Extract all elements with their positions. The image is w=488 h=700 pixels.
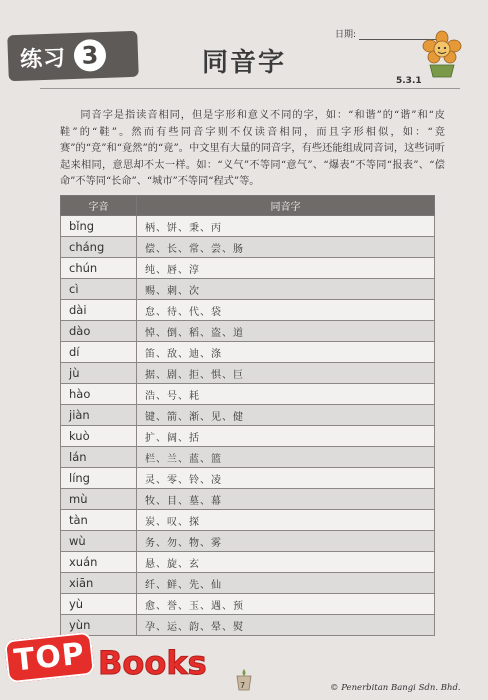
characters-cell: 孕、运、韵、晕、熨 bbox=[137, 615, 435, 636]
table-row bbox=[61, 573, 435, 594]
characters-cell: 赐、刺、次 bbox=[137, 279, 435, 300]
pinyin-cell: yù bbox=[61, 594, 137, 615]
flower-pot-icon bbox=[420, 30, 464, 78]
pinyin-cell: xiān bbox=[61, 573, 137, 594]
header-divider bbox=[40, 88, 460, 89]
characters-cell: 栏、兰、蓝、篮 bbox=[137, 447, 435, 468]
pinyin-cell: mù bbox=[61, 489, 137, 510]
pinyin-cell: líng bbox=[61, 468, 137, 489]
pinyin-cell: tàn bbox=[61, 510, 137, 531]
table-row bbox=[61, 615, 435, 636]
pinyin-cell: jù bbox=[61, 363, 137, 384]
table-row bbox=[61, 384, 435, 405]
characters-cell: 愈、誉、玉、遇、预 bbox=[137, 594, 435, 615]
characters-cell: 务、勿、物、雾 bbox=[137, 531, 435, 552]
characters-cell: 怠、待、代、袋 bbox=[137, 300, 435, 321]
characters-cell: 悼、倒、稻、盗、道 bbox=[137, 321, 435, 342]
table-header-row bbox=[61, 196, 435, 216]
pinyin-cell: cháng bbox=[61, 237, 137, 258]
pinyin-cell: hào bbox=[61, 384, 137, 405]
pinyin-cell: kuò bbox=[61, 426, 137, 447]
table-row bbox=[61, 405, 435, 426]
pinyin-cell: xuán bbox=[61, 552, 137, 573]
characters-cell: 扩、阔、括 bbox=[137, 426, 435, 447]
table-row bbox=[61, 237, 435, 258]
watermark-books: Books bbox=[98, 644, 207, 682]
table-row bbox=[61, 447, 435, 468]
table-row bbox=[61, 300, 435, 321]
table-row bbox=[61, 216, 435, 237]
characters-cell: 牧、目、墓、幕 bbox=[137, 489, 435, 510]
characters-cell: 柄、饼、秉、丙 bbox=[137, 216, 435, 237]
characters-cell: 灵、零、铃、凌 bbox=[137, 468, 435, 489]
exercise-label: 练习 bbox=[19, 45, 67, 73]
table-row bbox=[61, 363, 435, 384]
table-row bbox=[61, 426, 435, 447]
table-row bbox=[61, 279, 435, 300]
table-row bbox=[61, 594, 435, 615]
characters-cell: 笛、敌、迪、涤 bbox=[137, 342, 435, 363]
page-number: 7 bbox=[240, 681, 246, 690]
topbooks-watermark-logo bbox=[6, 636, 236, 696]
table-row bbox=[61, 552, 435, 573]
table-row bbox=[61, 531, 435, 552]
watermark-top: TOP bbox=[4, 632, 95, 684]
pinyin-cell: dí bbox=[61, 342, 137, 363]
table-row bbox=[61, 342, 435, 363]
pinyin-cell: wù bbox=[61, 531, 137, 552]
pinyin-cell: lán bbox=[61, 447, 137, 468]
page-title: 同音字 bbox=[201, 48, 286, 78]
pinyin-cell: bǐng bbox=[61, 216, 137, 237]
publisher-credit: © Penerbitan Bangi Sdn. Bhd. bbox=[330, 683, 461, 693]
table-row bbox=[61, 321, 435, 342]
characters-cell: 偿、长、常、尝、肠 bbox=[137, 237, 435, 258]
characters-cell: 键、箭、渐、见、健 bbox=[137, 405, 435, 426]
intro-paragraph: 同音字是指读音相同，但是字形和意义不同的字，如：“和谐”的“谐”和“皮鞋”的“鞋”。然而有些同音字则不仅读音相同，而且字形相似，如：“竞赛”的“竞”和“竟然”的“竟”。中文里有大量的同音字，有些还能组成同音词，这些词听起来相同，意思却不太一样。如：“义气”不等同“意气”、“爆表”不等同“报表”、“偿命”不等同“长命”、“城市”不等同“程式”等。 bbox=[60, 110, 445, 188]
column-header-pinyin: 字音 bbox=[61, 196, 137, 216]
characters-cell: 纤、鲜、先、仙 bbox=[137, 573, 435, 594]
table-row bbox=[61, 489, 435, 510]
date-label: 日期: bbox=[335, 30, 357, 40]
homophone-table bbox=[60, 195, 435, 636]
characters-cell: 浩、号、耗 bbox=[137, 384, 435, 405]
pinyin-cell: yùn bbox=[61, 615, 137, 636]
pinyin-cell: dài bbox=[61, 300, 137, 321]
characters-cell: 纯、唇、淳 bbox=[137, 258, 435, 279]
column-header-characters: 同音字 bbox=[137, 196, 435, 216]
table-row bbox=[61, 510, 435, 531]
characters-cell: 据、剧、拒、惧、巨 bbox=[137, 363, 435, 384]
exercise-number: 3 bbox=[73, 39, 106, 72]
table-row bbox=[61, 468, 435, 489]
characters-cell: 炭、叹、探 bbox=[137, 510, 435, 531]
pinyin-cell: cì bbox=[61, 279, 137, 300]
characters-cell: 悬、旋、玄 bbox=[137, 552, 435, 573]
pinyin-cell: chún bbox=[61, 258, 137, 279]
pinyin-cell: dào bbox=[61, 321, 137, 342]
table-row bbox=[61, 258, 435, 279]
pinyin-cell: jiàn bbox=[61, 405, 137, 426]
section-code: 5.3.1 bbox=[396, 76, 422, 86]
